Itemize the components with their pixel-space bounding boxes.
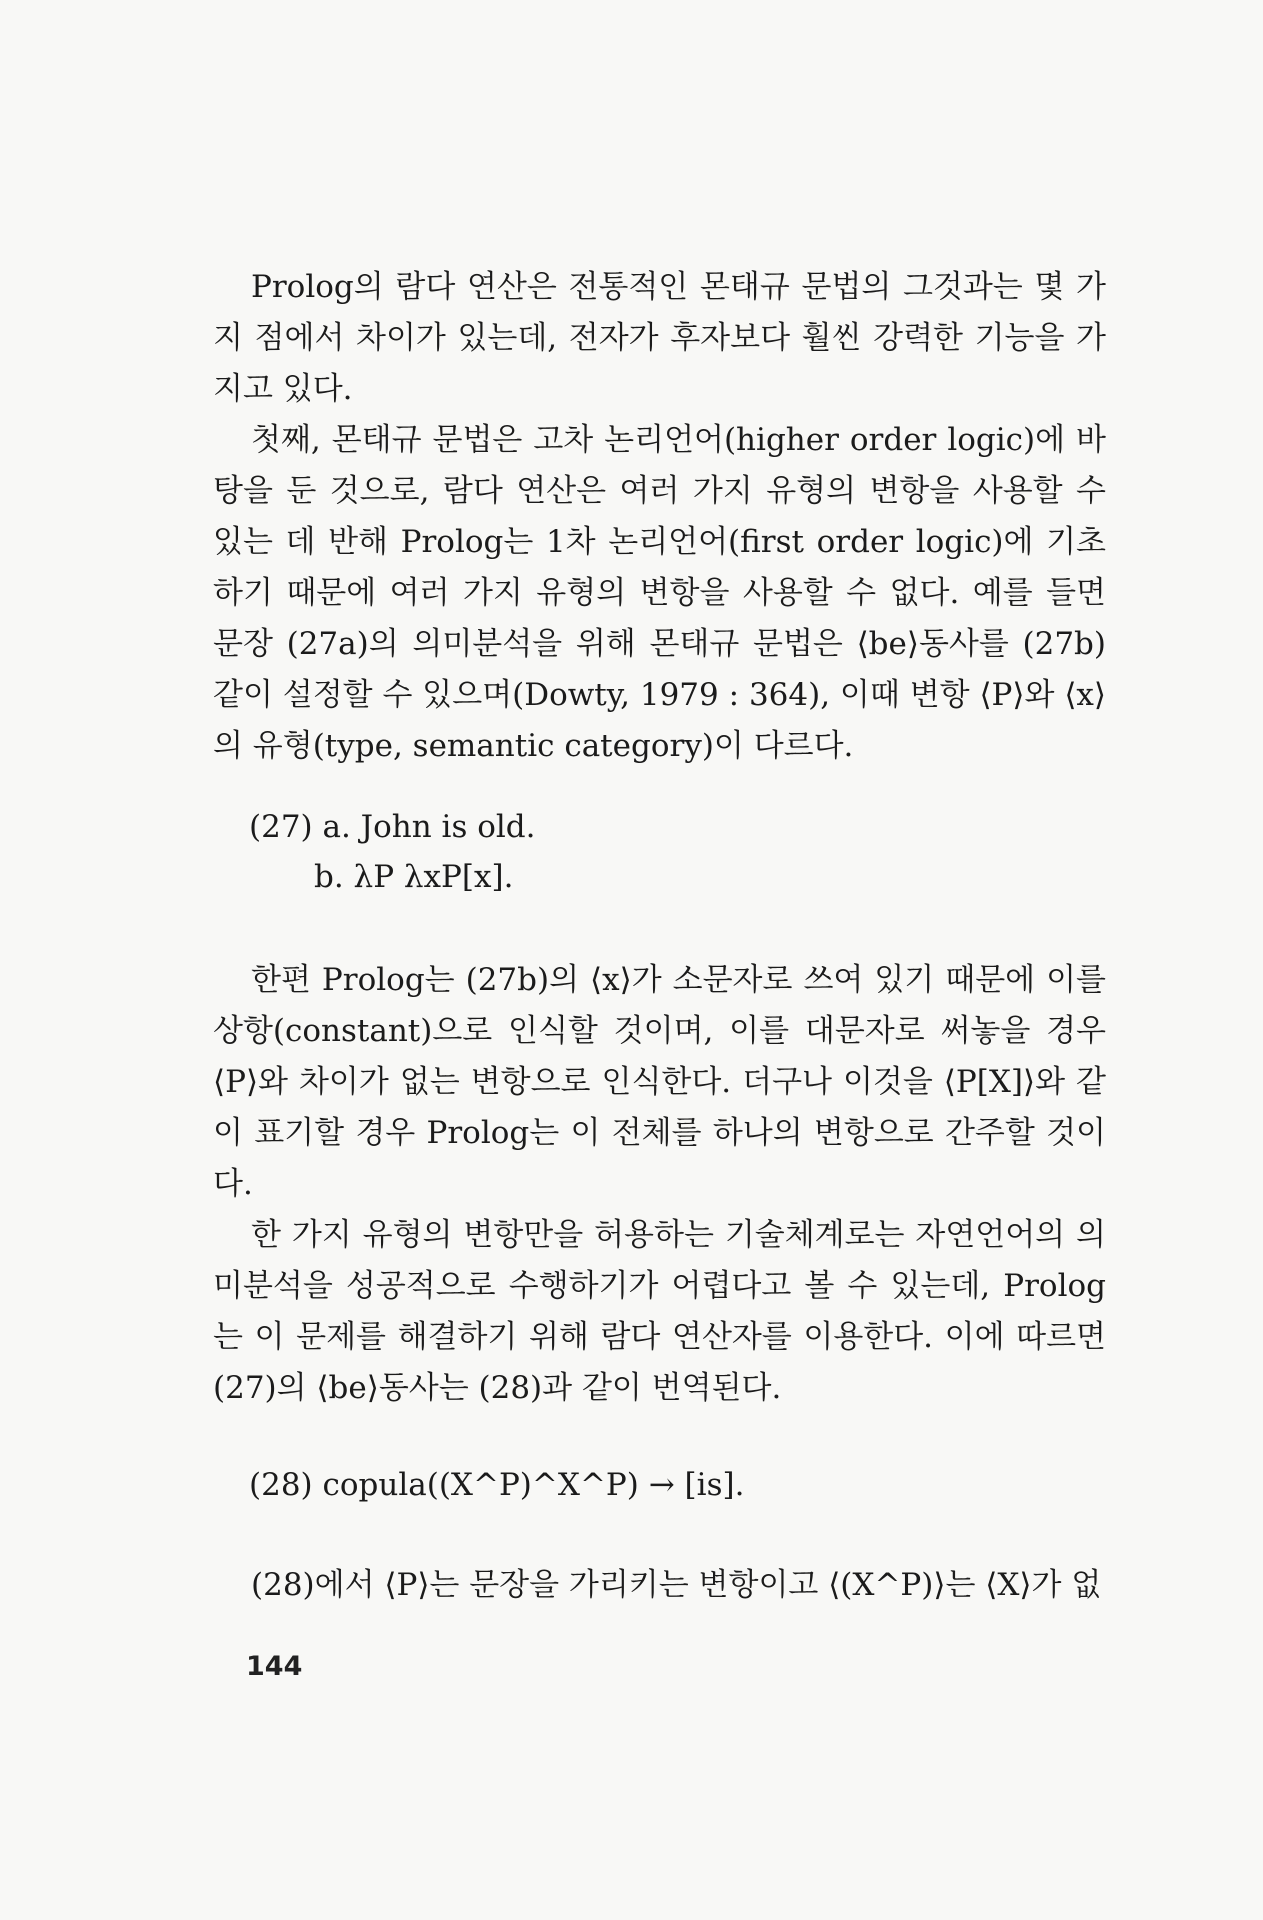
paragraph-2: 첫째, 몬태규 문법은 고차 논리언어(higher order logic)에 바탕을 둔 것으로, 람다 연산은 여러 가지 유형의 변항을 사용할 수 있는 데 반해 Prolog는 1차 논리언어(first order logic)에 기초하기 때문에 여러 가지 유형의 변항을 사용할 수 없다. 예를 들면 문장 (27a)의 의미분석을 위해 몬태규 문법은 ⟨be⟩동사를 (27b)같이 설정할 수 있으며(Dowty, 1979 : 364), 이때 변항 ⟨P⟩와 ⟨x⟩의 유형(type, semantic category)이 다르다. [213, 422, 1106, 764]
text-section-2 [213, 955, 1106, 1414]
example-27b: b. λP λxP[x]. [314, 859, 514, 895]
paragraph-3: 한편 Prolog는 (27b)의 ⟨x⟩가 소문자로 쓰여 있기 때문에 이를 상항(constant)으로 인식할 것이며, 이를 대문자로 써놓을 경우 ⟨P⟩와 차이가 없는 변항으로 인식한다. 더구나 이것을 ⟨P[X]⟩와 같이 표기할 경우 Prolog는 이 전체를 하나의 변항으로 간주할 것이다. [213, 962, 1106, 1202]
example-27a: (27) a. John is old. [249, 809, 536, 845]
text-section-1 [213, 262, 1106, 772]
paragraph-5: (28)에서 ⟨P⟩는 문장을 가리키는 변항이고 ⟨(X^P)⟩는 ⟨X⟩가 없 [251, 1567, 1102, 1603]
page-number: 144 [246, 1651, 303, 1682]
paragraph-1: Prolog의 람다 연산은 전통적인 몬태규 문법의 그것과는 몇 가지 점에서 차이가 있는데, 전자가 후자보다 훨씬 강력한 기능을 가지고 있다. [213, 269, 1106, 407]
paragraph-4: 한 가지 유형의 변항만을 허용하는 기술체계로는 자연언어의 의미분석을 성공적으로 수행하기가 어렵다고 볼 수 있는데, Prolog는 이 문제를 해결하기 위해 람다 연산자를 이용한다. 이에 따르면 (27)의 ⟨be⟩동사는 (28)과 같이 번역된다. [213, 1217, 1106, 1406]
example-28: (28) copula((X^P)^X^P) → [is]. [249, 1467, 745, 1503]
text-section-3 [213, 1560, 1106, 1611]
